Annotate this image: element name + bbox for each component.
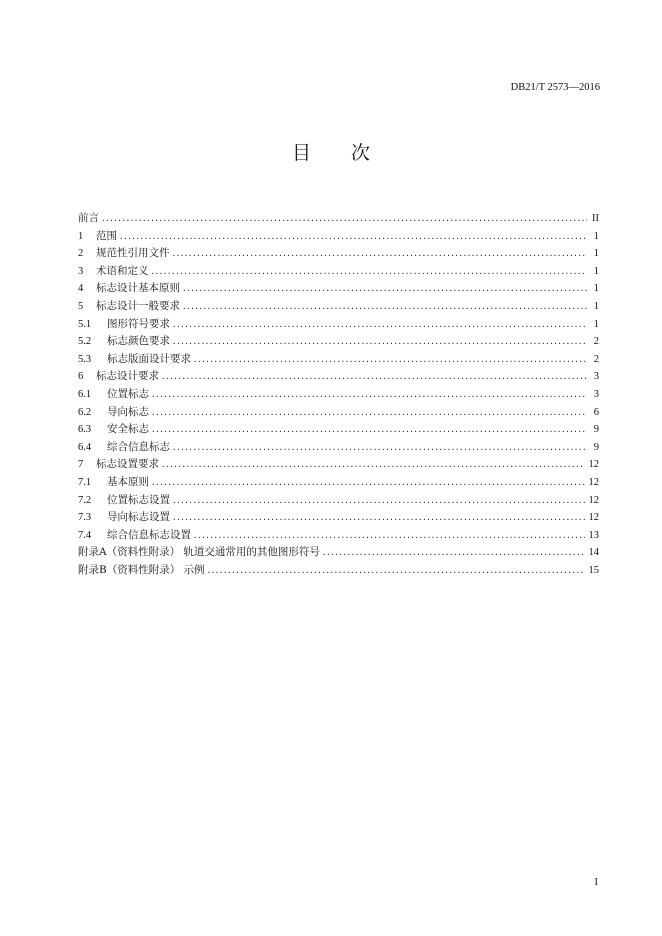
toc-dot-leader: [152, 474, 585, 492]
document-code: DB21/T 2573—2016: [510, 82, 600, 93]
toc-dot-leader: [183, 298, 587, 316]
page-number: I: [594, 877, 598, 888]
toc-entry[interactable]: [78, 562, 599, 580]
toc-dot-leader: [152, 404, 587, 422]
toc-entry-number: 5.1: [78, 318, 92, 330]
toc-entry-page: 12: [588, 459, 599, 471]
toc-dot-leader: [173, 316, 587, 334]
toc-dot-leader: [183, 280, 587, 298]
toc-entry-label: 标志版面设计要求: [107, 352, 191, 365]
toc-entry[interactable]: [78, 544, 599, 562]
toc-entry-label: 附录B（资料性附录） 示例: [78, 563, 205, 576]
toc-entry[interactable]: [78, 280, 599, 298]
toc-entry[interactable]: [78, 316, 599, 334]
toc-entry-page: 6: [593, 406, 599, 418]
toc-dot-leader: [194, 527, 585, 545]
toc-entry-page: 12: [588, 494, 599, 506]
toc-entry-number: 7.1: [78, 476, 92, 488]
toc-entry[interactable]: [78, 439, 599, 457]
page-title: [0, 138, 662, 165]
toc-entry-label: 标志设置要求: [96, 458, 159, 471]
toc-entry-page: 1: [593, 265, 599, 277]
toc-entry-page: 14: [588, 547, 599, 559]
toc-entry[interactable]: [78, 298, 599, 316]
toc-dot-leader: [152, 263, 588, 281]
toc-dot-leader: [173, 492, 585, 510]
toc-dot-leader: [102, 210, 587, 228]
toc-entry-number: 5.2: [78, 336, 92, 348]
toc-entry-page: 2: [593, 353, 599, 365]
toc-entry-page: 1: [593, 248, 599, 260]
toc-entry[interactable]: [78, 527, 599, 545]
toc-entry-label: 附录A（资料性附录） 轨道交通常用的其他图形符号: [78, 546, 320, 559]
toc-entry[interactable]: [78, 333, 599, 351]
toc-entry-label: 术语和定义: [96, 264, 149, 277]
toc-dot-leader: [194, 351, 587, 369]
toc-entry-label: 图形符号要求: [107, 317, 170, 330]
toc-dot-leader: [162, 368, 587, 386]
toc-entry-page: 9: [593, 441, 599, 453]
toc-dot-leader: [120, 228, 587, 246]
toc-dot-leader: [173, 333, 587, 351]
toc-dot-leader: [323, 544, 585, 562]
toc-entry-number: 3: [78, 265, 84, 277]
toc-entry-label: 规范性引用文件: [96, 247, 170, 260]
toc-entry-label: 导向标志设置: [107, 511, 170, 524]
toc-entry-label: 综合信息标志: [107, 440, 170, 453]
toc-entry-page: 15: [588, 564, 599, 576]
toc-entry-page: 12: [588, 476, 599, 488]
toc-entry-page: 1: [593, 230, 599, 242]
toc-entry[interactable]: [78, 456, 599, 474]
toc-entry[interactable]: [78, 210, 599, 228]
toc-entry-page: 1: [593, 300, 599, 312]
toc-entry-page: 1: [593, 283, 599, 295]
toc-entry[interactable]: [78, 351, 599, 369]
toc-entry-number: 1: [78, 230, 84, 242]
toc-entry-page: 9: [593, 424, 599, 436]
toc-entry-page: 3: [593, 388, 599, 400]
toc-entry-label: 标志设计要求: [96, 370, 159, 383]
toc-entry[interactable]: [78, 474, 599, 492]
toc-entry-number: 6.4: [78, 441, 92, 453]
toc-entry-label: 标志设计基本原则: [96, 282, 180, 295]
toc-dot-leader: [208, 562, 585, 580]
toc-dot-leader: [173, 509, 585, 527]
toc-entry-label: 位置标志: [107, 387, 149, 400]
page-title-char-1: 目: [291, 142, 311, 164]
toc-entry-number: 6.2: [78, 406, 92, 418]
toc-entry-number: 6: [78, 371, 84, 383]
toc-entry[interactable]: [78, 245, 599, 263]
toc-entry-page: 1: [593, 318, 599, 330]
toc-entry-label: 前言: [78, 212, 99, 224]
toc-entry-number: 7.3: [78, 512, 92, 524]
toc-entry-page: 3: [593, 371, 599, 383]
toc-entry-page: 2: [593, 336, 599, 348]
toc-entry-number: 5.3: [78, 353, 92, 365]
toc-entry[interactable]: [78, 492, 599, 510]
toc-dot-leader: [173, 439, 587, 457]
toc-entry-label: 导向标志: [107, 405, 149, 418]
toc-entry-label: 范围: [96, 229, 117, 242]
toc-entry[interactable]: [78, 509, 599, 527]
toc-entry-page: 12: [588, 512, 599, 524]
toc-entry-page: II: [592, 213, 599, 224]
toc-entry-label: 基本原则: [107, 475, 149, 488]
toc-entry-number: 5: [78, 300, 84, 312]
toc-entry[interactable]: [78, 263, 599, 281]
toc-entry-number: 7.2: [78, 494, 92, 506]
table-of-contents: [78, 210, 599, 579]
toc-entry-label: 安全标志: [107, 423, 149, 436]
toc-entry-label: 标志颜色要求: [107, 335, 170, 348]
toc-entry[interactable]: [78, 386, 599, 404]
toc-dot-leader: [173, 245, 588, 263]
toc-entry-number: 4: [78, 283, 84, 295]
toc-entry-number: 7: [78, 459, 84, 471]
toc-dot-leader: [152, 386, 587, 404]
toc-entry[interactable]: [78, 421, 599, 439]
toc-entry[interactable]: [78, 404, 599, 422]
toc-entry[interactable]: [78, 228, 599, 246]
toc-entry-label: 综合信息标志设置: [107, 528, 191, 541]
toc-entry-page: 13: [588, 529, 599, 541]
toc-entry-label: 标志设计一般要求: [96, 299, 180, 312]
toc-dot-leader: [152, 421, 587, 439]
toc-entry-number: 6.1: [78, 388, 92, 400]
toc-entry[interactable]: [78, 368, 599, 386]
page-title-char-2: 次: [351, 142, 371, 164]
toc-entry-number: 6.3: [78, 424, 92, 436]
toc-entry-label: 位置标志设置: [107, 493, 170, 506]
toc-entry-number: 7.4: [78, 529, 92, 541]
toc-dot-leader: [162, 456, 585, 474]
toc-entry-number: 2: [78, 248, 84, 260]
